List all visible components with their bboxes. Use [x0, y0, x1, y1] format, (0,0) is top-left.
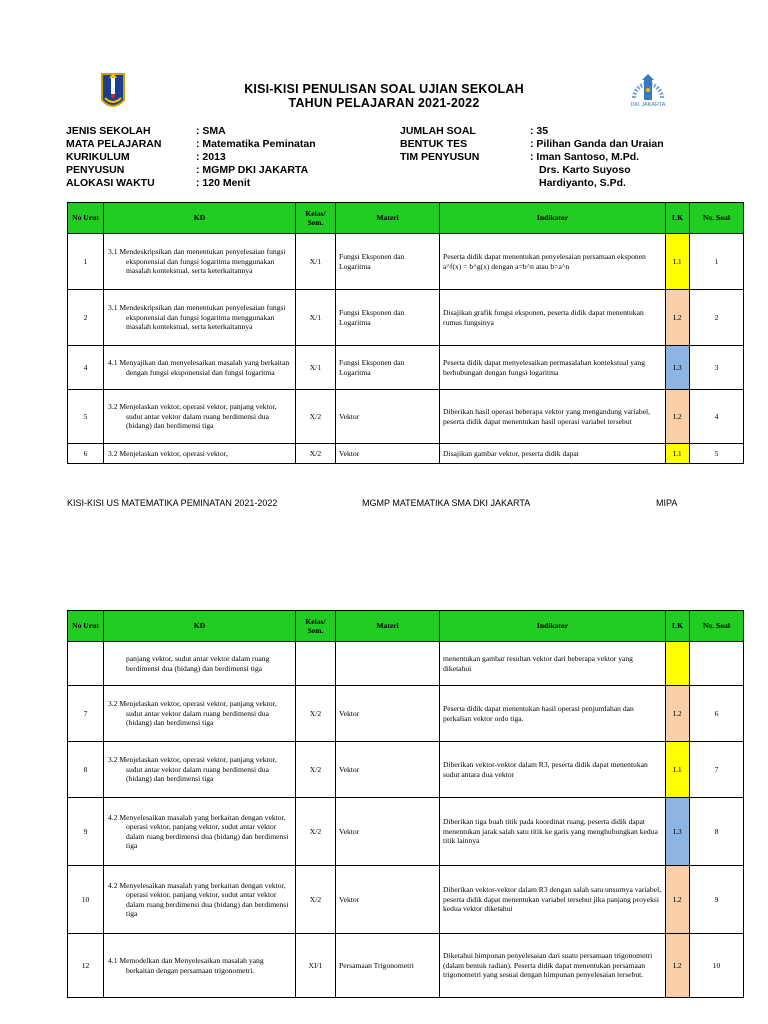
cell-no-soal: 7	[690, 742, 744, 798]
cell-kelas: X/2	[296, 686, 336, 742]
cell-no-soal: 3	[690, 346, 744, 390]
info-value: Drs. Karto Suyoso	[539, 164, 631, 176]
cell-indikator: Diberikan vektor-vektor dalam R3, peserta didik dapat menentukan sudut antara dua vektor	[440, 742, 666, 798]
cell-indikator: Peserta didik dapat menentukan hasil operasi penjumlahan dan perkalian vektor ordo tiga.	[440, 686, 666, 742]
cell-materi: Persamaan Trigonometri	[336, 934, 440, 998]
cell-no-soal: 5	[690, 444, 744, 464]
header-lk: LK	[666, 611, 690, 642]
cell-kelas: X/1	[296, 290, 336, 346]
cell-kelas	[296, 642, 336, 686]
info-row	[66, 164, 316, 177]
cell-materi: Fungsi Eksponen dan Logaritma	[336, 290, 440, 346]
cell-indikator: Diberikan vektor-vektor dalam R3 dengan salah satu unsurnya variabel, peserta didik dapat menentukan variabel tersebut jika panjang proyeksi kedua vektor diketahui	[440, 866, 666, 934]
footer-center: MGMP MATEMATIKA SMA DKI JAKARTA	[362, 498, 531, 508]
cell-no-soal: 6	[690, 686, 744, 742]
info-value: : 35	[530, 125, 549, 137]
header-no-urut: No Urut	[68, 611, 104, 642]
info-label: JUMLAH SOAL	[400, 125, 476, 137]
info-row	[66, 151, 316, 164]
cell-no: 1	[68, 234, 104, 290]
header-no-soal: No. Soal	[690, 611, 744, 642]
table-row	[68, 686, 744, 742]
info-value: : Iman Santoso, M.Pd.	[530, 151, 640, 163]
cell-no: 2	[68, 290, 104, 346]
header-no-soal: No. Soal	[690, 203, 744, 234]
header-kelas: Kelas/ Sem.	[296, 203, 336, 234]
header-indikator: Indikator	[440, 203, 666, 234]
cell-kd: 4.2 Menyelesaikan masalah yang berkaitan dengan vektor, operasi vektor, panjang vektor, sudut antar vektor dalam ruang berdimensi dua (bidang) dan berdimensi tiga	[104, 798, 296, 866]
cell-indikator: Diberikan tiga buah titik pada koordinat ruang, peserta didik dapat menentukan jarak salah satu titik ke garis yang menghubungkan kedua titik lainnya	[440, 798, 666, 866]
table-row	[68, 290, 744, 346]
cell-materi: Vektor	[336, 686, 440, 742]
cell-indikator: Diketahui himpunan penyelesaian dari suatu persamaan trigonometri (dalam bentuk radian). Peserta didik dapat menentukan persamaan trigonometri yang sesuai dengan himpunan penyelesaian tersebut.	[440, 934, 666, 998]
info-left	[66, 125, 316, 190]
document-title-line-2: TAHUN PELAJARAN 2021-2022	[288, 96, 480, 110]
info-row	[400, 151, 664, 164]
cell-kelas: XI/1	[296, 934, 336, 998]
cell-kelas: X/2	[296, 866, 336, 934]
cell-materi: Vektor	[336, 444, 440, 464]
info-value: : Pilihan Ganda dan Uraian	[530, 138, 664, 150]
header-no-urut: No Urut	[68, 203, 104, 234]
footer-right: MIPA	[656, 498, 678, 508]
info-value: Hardiyanto, S.Pd.	[539, 177, 626, 189]
cell-lk: L3	[666, 798, 690, 866]
cell-no-soal: 1	[690, 234, 744, 290]
cell-kd: 3.2 Menjelaskan vektor, operasi vektor, panjang vektor, sudut antar vektor dalam ruang berdimensi dua (bidang) dan berdimensi tiga	[104, 742, 296, 798]
cell-no: 9	[68, 798, 104, 866]
cell-lk	[666, 642, 690, 686]
cell-lk: L1	[666, 234, 690, 290]
cell-no-soal: 4	[690, 390, 744, 444]
cell-lk: L3	[666, 346, 690, 390]
cell-kelas: X/1	[296, 234, 336, 290]
cell-lk: L2	[666, 934, 690, 998]
table-row	[68, 390, 744, 444]
table-header-row	[68, 203, 744, 234]
table-header-row	[68, 611, 744, 642]
cell-indikator: Peserta didik dapat menentukan penyelesaian persamaan eksponen a^f(x) = b^g(x) dengan a=b^n atau b=a^n	[440, 234, 666, 290]
cell-no-soal: 8	[690, 798, 744, 866]
info-label: TIM PENYUSUN	[400, 151, 480, 163]
info-right	[400, 125, 664, 190]
info-value: : SMA	[196, 125, 226, 137]
cell-kelas: X/2	[296, 798, 336, 866]
info-label: JENIS SEKOLAH	[66, 125, 151, 137]
table-row	[68, 742, 744, 798]
cell-indikator: menentukan gambar resultan vektor dari beberapa vektor yang diketahui	[440, 642, 666, 686]
info-value: : MGMP DKI JAKARTA	[196, 164, 309, 176]
cell-lk: L2	[666, 390, 690, 444]
cell-kd: 3.1 Mendeskripsikan dan menentukan penyelesaian fungsi eksponensial dan fungsi logaritma menggunakan masalah kontekstual, serta keterkaitannya	[104, 234, 296, 290]
cell-kd: 3.2 Menjelaskan vektor, operasi vektor,	[104, 444, 296, 464]
footer-left: KISI-KISI US MATEMATIKA PEMINATAN 2021-2022	[67, 498, 278, 508]
info-label: KURIKULUM	[66, 151, 130, 163]
cell-no: 5	[68, 390, 104, 444]
cell-materi	[336, 642, 440, 686]
cell-no: 4	[68, 346, 104, 390]
header-materi: Materi	[336, 203, 440, 234]
cell-kd: 3.2 Menjelaskan vektor, operasi vektor, panjang vektor, sudut antar vektor dalam ruang berdimensi dua (bidang) dan berdimensi tiga	[104, 686, 296, 742]
cell-kelas: X/2	[296, 742, 336, 798]
header-kd: KD	[104, 611, 296, 642]
info-row	[66, 125, 316, 138]
info-row	[400, 177, 664, 190]
header-indikator: Indikator	[440, 611, 666, 642]
info-value: : Matematika Peminatan	[196, 138, 316, 150]
cell-kelas: X/2	[296, 390, 336, 444]
cell-no-soal: 9	[690, 866, 744, 934]
table-row	[68, 798, 744, 866]
header-lk: LK	[666, 203, 690, 234]
cell-no: 10	[68, 866, 104, 934]
document-title-line-1: KISI-KISI PENULISAN SOAL UJIAN SEKOLAH	[244, 82, 524, 96]
mgmp-logo-icon	[620, 70, 676, 114]
cell-materi: Vektor	[336, 798, 440, 866]
cell-no: 7	[68, 686, 104, 742]
cell-materi: Vektor	[336, 742, 440, 798]
cell-no: 6	[68, 444, 104, 464]
cell-kd: 4.1 Memodelkan dan Menyelesaikan masalah yang berkaitan dengan persamaan trigonometri.	[104, 934, 296, 998]
cell-kd: 3.1 Mendeskripsikan dan menentukan penyelesaian fungsi eksponensial dan fungsi logaritma menggunakan masalah kontekstual, serta keterkaitannya	[104, 290, 296, 346]
kisi-table-2	[67, 610, 744, 998]
header-kelas: Kelas/ Sem.	[296, 611, 336, 642]
info-row	[66, 138, 316, 151]
cell-no: 12	[68, 934, 104, 998]
cell-indikator: Peserta didik dapat menyelesaikan permasalahan kontekstual yang berhubungan dengan fungsi logaritma	[440, 346, 666, 390]
cell-materi: Vektor	[336, 866, 440, 934]
cell-no	[68, 642, 104, 686]
cell-lk: L1	[666, 444, 690, 464]
cell-no-soal: 2	[690, 290, 744, 346]
cell-kelas: X/2	[296, 444, 336, 464]
info-label: PENYUSUN	[66, 164, 125, 176]
table-row	[68, 642, 744, 686]
mgmp-logo-caption: DKI JAKARTA	[630, 102, 666, 108]
cell-indikator: Diberikan hasil operasi beberapa vektor yang mengandung variabel, peserta didik dapat menentukan hasil operasi variabel tersebut	[440, 390, 666, 444]
cell-indikator: Disajikan gambar vektor, peserta didik dapat	[440, 444, 666, 464]
info-row	[66, 177, 316, 190]
cell-kd: 4.2 Menyelesaikan masalah yang berkaitan dengan vektor, operasi vektor, panjang vektor, sudut antar vektor dalam ruang berdimensi dua (bidang) dan berdimensi tiga	[104, 866, 296, 934]
cell-kd: panjang vektor, sudut antar vektor dalam ruang berdimensi dua (bidang) dan berdimensi tiga	[104, 642, 296, 686]
table-row	[68, 934, 744, 998]
kisi-table-1	[67, 202, 744, 464]
cell-lk: L1	[666, 742, 690, 798]
cell-materi: Fungsi Eksponen dan Logaritma	[336, 234, 440, 290]
table-row	[68, 234, 744, 290]
cell-lk: L2	[666, 290, 690, 346]
info-row	[400, 138, 664, 151]
info-label: ALOKASI WAKTU	[66, 177, 155, 189]
info-row	[400, 125, 664, 138]
header-materi: Materi	[336, 611, 440, 642]
cell-no: 8	[68, 742, 104, 798]
cell-kd: 4.1 Menyajikan dan menyelesaikan masalah yang berkaitan dengan fungsi eksponensial dan fungsi logaritma	[104, 346, 296, 390]
cell-materi: Fungsi Eksponen dan Logaritma	[336, 346, 440, 390]
cell-kelas: X/1	[296, 346, 336, 390]
table-row	[68, 444, 744, 464]
cell-indikator: Disajikan grafik fungsi eksponen, peserta didik dapat menentukan rumus fungsinya	[440, 290, 666, 346]
header-kd: KD	[104, 203, 296, 234]
table-row	[68, 346, 744, 390]
info-value: : 120 Menit	[196, 177, 251, 189]
cell-materi: Vektor	[336, 390, 440, 444]
info-value: : 2013	[196, 151, 226, 163]
info-label: BENTUK TES	[400, 138, 468, 150]
page-2	[0, 586, 768, 1024]
cell-no-soal: 10	[690, 934, 744, 998]
cell-lk: L2	[666, 686, 690, 742]
cell-lk: L2	[666, 866, 690, 934]
cell-no-soal	[690, 642, 744, 686]
cell-kd: 3.2 Menjelaskan vektor, operasi vektor, panjang vektor, sudut antar vektor dalam ruang berdimensi dua (bidang) dan berdimensi tiga	[104, 390, 296, 444]
info-row	[400, 164, 664, 177]
info-label: MATA PELAJARAN	[66, 138, 162, 150]
table-row	[68, 866, 744, 934]
